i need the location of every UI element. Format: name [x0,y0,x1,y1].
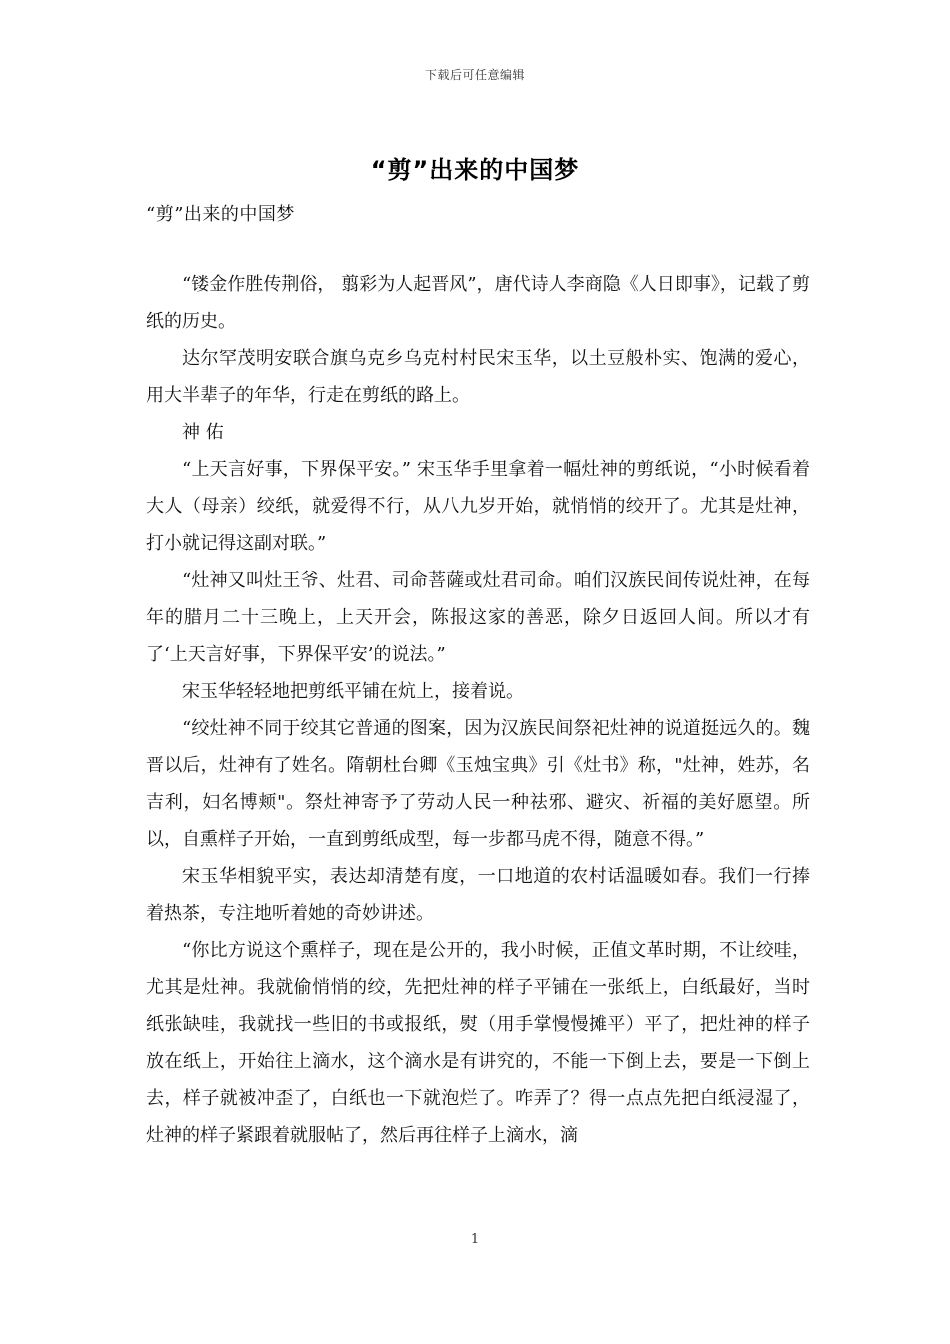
paragraph: “你比方说这个熏样子，现在是公开的，我小时候，正值文革时期，不让绞哇，尤其是灶神。我就偷悄悄的绞，先把灶神的样子平铺在一张纸上，白纸最好，当时纸张缺哇，我就找一些旧的书或报纸，熨（用手掌慢慢摊平）平了，把灶神的样子放在纸上，开始往上滴水，这个滴水是有讲究的，不能一下倒上去，要是一下倒上去，样子就被冲歪了，白纸也一下就泡烂了。咋弄了？得一点点先把白纸浸湿了，灶神的样子紧跟着就服帖了，然后再往样子上滴水，滴 [146,940,810,1146]
paragraph: “镂金作胜传荆俗， 翦彩为人起晋风”，唐代诗人李商隐《人日即事》，记载了剪纸的历史。 [146,274,810,332]
paragraph: 宋玉华轻轻地把剪纸平铺在炕上，接着说。 [182,681,524,702]
section-heading: 神 佑 [182,422,224,443]
page-number: 1 [470,1232,480,1247]
document-body [146,266,810,1154]
paragraph: “灶神又叫灶王爷、灶君、司命菩薩或灶君司命。咱们汉族民间传说灶神，在每年的腊月二十三晚上，上天开会，陈报这家的善恶，除夕日返回人间。所以才有了‘上天言好事，下界保平安’的说法。” [146,570,810,665]
paragraph: “上天言好事，下界保平安。” 宋玉华手里拿着一幅灶神的剪纸说，“小时候看着大人（母亲）绞纸，就爱得不行，从八九岁开始，就悄悄的绞开了。尤其是灶神，打小就记得这副对联。” [146,459,810,554]
paragraph: “绞灶神不同于绞其它普通的图案，因为汉族民间祭祀灶神的说道挺远久的。魏晋以后，灶神有了姓名。隋朝杜台卿《玉烛宝典》引《灶书》称，"灶神，姓苏，名吉利，妇名博颊"。祭灶神寄予了劳动人民一种祛邪、避灾、祈福的美好愿望。所以，自熏样子开始，一直到剪纸成型，每一步都马虎不得，随意不得。” [146,718,810,850]
paragraph: 宋玉华相貌平实，表达却清楚有度，一口地道的农村话温暖如春。我们一行捧着热茶，专注地听着她的奇妙讲述。 [146,866,810,924]
document-subtitle: “剪”出来的中国梦 [146,204,295,225]
paragraph: 达尔罕茂明安联合旗乌克乡乌克村村民宋玉华，以土豆般朴实、饱满的爱心，用大半辈子的年华，行走在剪纸的路上。 [146,348,810,406]
header-note: 下载后可任意编辑 [424,68,525,82]
document-title: “剪”出来的中国梦 [370,156,580,184]
